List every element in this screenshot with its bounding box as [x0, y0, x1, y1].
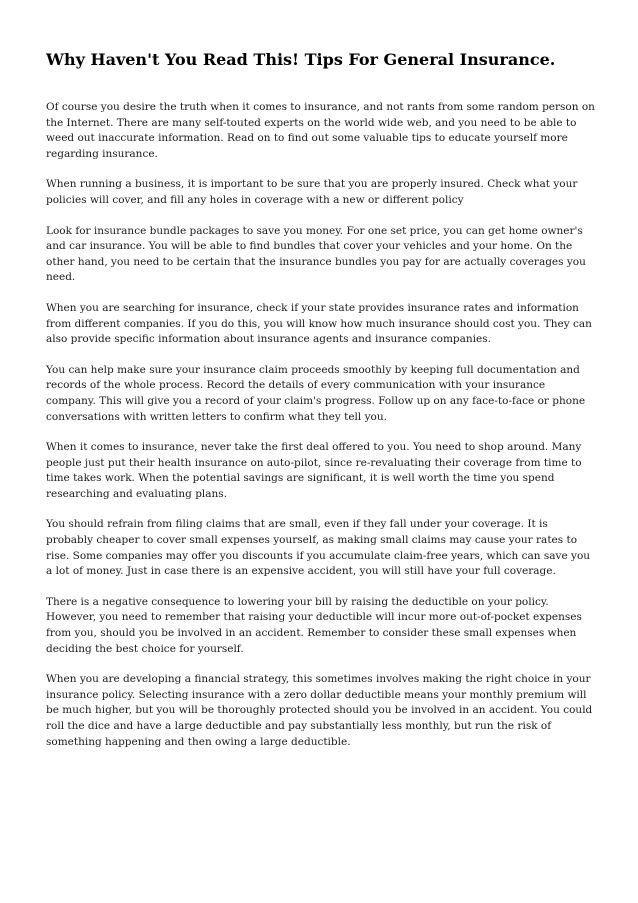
- paragraph-claim-documentation: You can help make sure your insurance claim proceeds smoothly by keeping full documentation and records of the whole process. Record the details of every communication with your insurance company. This will give you a record of your claim's progress. Follow up on any face-to-face or phone conversations with written letters to confirm what they tell you.: [46, 363, 586, 423]
- paragraph-shop-around: When it comes to insurance, never take the first deal offered to you. You need to shop around. Many people just put their health insurance on auto-pilot, since re-revaluating their coverage from time to time takes work. When the potential savings are significant, it is well worth the time you spend researching and evaluating plans.: [46, 441, 582, 500]
- paragraph-small-claims: You should refrain from filing claims that are small, even if they fall under your coverage. It is probably cheaper to cover small expenses yourself, as making small claims may cause your rates to rise. Some companies may offer you discounts if you accumulate claim-free years, which can save you a lot of money. Just in case there is an expensive accident, you will still have your full coverage.: [46, 518, 591, 578]
- document-title: Why Haven't You Read This! Tips For General Insurance.: [46, 50, 556, 69]
- paragraph-business-insurance: When running a business, it is important to be sure that you are properly insured. Check what your policies will cover, and fill any holes in coverage with a new or different policy: [46, 178, 578, 206]
- paragraph-state-rates: When you are searching for insurance, check if your state provides insurance rates and information from different companies. If you do this, you will know how much insurance should cost you. They can also provide specific information about insurance agents and insurance companies.: [46, 301, 592, 346]
- paragraph-bundle-packages: Look for insurance bundle packages to save you money. For one set price, you can get home owner's and car insurance. You will be able to find bundles that cover your vehicles and your home. On the other hand, you need to be certain that the insurance bundles you pay for are actually coverages you need.: [46, 224, 586, 284]
- paragraph-intro: Of course you desire the truth when it comes to insurance, and not rants from some random person on the Internet. There are many self-touted experts on the world wide web, and you need to be able to weed out inaccurate information. Read on to find out some valuable tips to educate yourself more regarding insurance.: [46, 101, 595, 160]
- paragraph-financial-strategy: When you are developing a financial strategy, this sometimes involves making the right choice in your insurance policy. Selecting insurance with a zero dollar deductible means your monthly premium will be much higher, but you will be thoroughly protected should you be involved in an accident. You could roll the dice and have a large deductible and pay substantially less monthly, but run the risk of something happening and then owing a large deductible.: [46, 673, 593, 748]
- document-body: [46, 100, 596, 765]
- paragraph-deductible-consequence: There is a negative consequence to lowering your bill by raising the deductible on your policy. However, you need to remember that raising your deductible will incur more out-of-pocket expenses from you, should you be involved in an accident. Remember to consider these small expenses when deciding the best choice for yourself.: [46, 595, 582, 655]
